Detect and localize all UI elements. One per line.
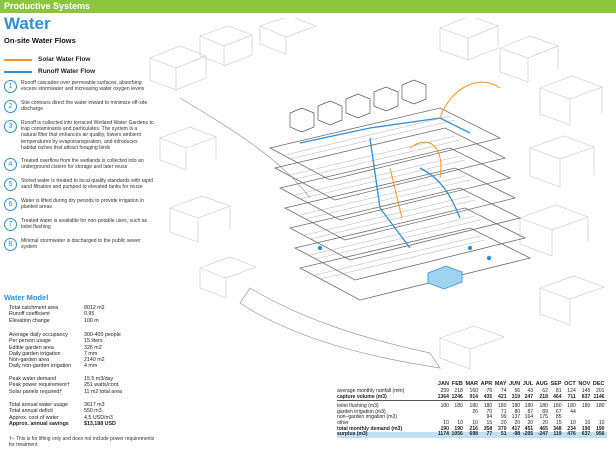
table-cell: 190 [596, 425, 605, 432]
table-cell: 180 [524, 403, 534, 410]
kv-value: 15.5 m3/day [84, 376, 114, 382]
kv-value: 4.5 USD/m3 [84, 414, 113, 421]
legend-runoff [4, 68, 95, 75]
table-cell: 1246 [452, 395, 466, 401]
month-header: AUG [535, 381, 548, 387]
step-number: 1 [4, 80, 17, 93]
kv-value: 2140 m2 [84, 357, 105, 364]
footnote: †– This is for lifting only and does not include power requirements for treatment. [9, 436, 155, 448]
legend-runoff-label: Runoff Water Flow [38, 68, 96, 75]
tank-marker [487, 256, 491, 260]
table-cell: 180 [469, 403, 478, 410]
kv-key: Edible garden area [9, 344, 54, 351]
model-group-site [9, 305, 105, 324]
table-cell: 20 [527, 419, 534, 426]
kv-key: Runoff coefficient [9, 311, 50, 318]
kv-value: 8012 m2 [84, 305, 105, 311]
table-cell: 421 [495, 395, 509, 401]
row-label: toilet flushing (m3) [337, 403, 379, 410]
table-cell: 956 [593, 432, 607, 438]
step-3 [4, 120, 154, 151]
table-cell: 190 [440, 425, 449, 432]
month-header: MAY [494, 381, 507, 387]
table-cell: 180 [440, 403, 449, 410]
month-header: SEP [550, 381, 562, 387]
table-cell: 10 [472, 419, 478, 426]
step-number: 2 [4, 100, 17, 113]
table-cell: 180 [483, 403, 493, 410]
solar-flow-swatch [4, 59, 32, 61]
table-cell: 44 [570, 408, 576, 415]
table-cell: 10 [443, 419, 449, 426]
model-group-usage [9, 332, 121, 370]
model-group-power [9, 376, 122, 395]
table-cell: 1174 [438, 432, 452, 438]
section-label: Productive Systems [4, 1, 91, 11]
table-cell: 94 [486, 414, 493, 421]
kv-value: 251 watts/cont. [84, 382, 120, 389]
table-cell: 70 [486, 408, 493, 415]
table-cell: 20 [514, 419, 521, 426]
step-4 [4, 158, 154, 171]
step-6 [4, 198, 154, 211]
kv-key: Average daily occupancy [9, 332, 68, 338]
table-cell: 218 [454, 388, 463, 394]
table-cell: 837 [578, 395, 593, 401]
table-cell: 51 [495, 432, 509, 438]
kv-value: 4 mm [84, 363, 98, 370]
table-cell: 124 [567, 388, 576, 394]
table-cell: 164 [524, 414, 534, 421]
table-cell: 99 [500, 414, 507, 421]
table-cell: 465 [539, 425, 548, 432]
runoff-flow-swatch [4, 71, 32, 73]
table-cell: 370 [498, 425, 507, 432]
table-cell: 218 [536, 395, 551, 401]
step-number: 3 [4, 120, 17, 133]
kv-value: 300-400 people [84, 332, 121, 338]
table-cell: 435 [481, 395, 495, 401]
kv-value: 0.95 [84, 311, 95, 318]
table-cell: 10 [570, 419, 576, 426]
row-label: total monthly demand (m3) [337, 425, 403, 432]
table-cell: 10 [457, 419, 463, 426]
table-cell: 319 [509, 395, 523, 401]
hillside-houses [290, 80, 426, 132]
month-header: APR [480, 381, 493, 387]
table-cell: 1364 [438, 395, 452, 401]
row-label: average monthly rainfall (mm) [337, 388, 405, 394]
step-text: Treated water is available for non-potable uses, such as toilet flushing [21, 218, 148, 231]
kv-key: Elevation change [9, 317, 50, 324]
step-7 [4, 218, 154, 231]
table-cell: 77 [481, 432, 495, 438]
table-cell: 15 [555, 419, 562, 426]
kv-key: Non-garden area [9, 357, 50, 364]
table-cell: -205 [523, 432, 536, 438]
step-text: Stored water is treated to local quality standards with rapid sand filtration and pumped to elevated tanks for reuse [21, 178, 153, 191]
kv-value: 326 m2 [84, 344, 102, 351]
table-cell: 62 [542, 388, 548, 394]
table-cell: 10 [598, 419, 605, 426]
table-cell: 234 [567, 425, 576, 432]
row-label: other [337, 419, 349, 426]
step-text: Runoff cascades over permeable surfaces, absorbing excess stormwater and increasing water oxygen levels [21, 80, 145, 93]
table-cell: 26 [472, 408, 478, 415]
step-text: Water is lifted during dry periods to provide irrigation in planted areas [21, 198, 144, 211]
month-header: OCT [564, 381, 576, 387]
kv-key: Total annual water usage [9, 402, 68, 408]
table-cell: 89 [542, 408, 548, 415]
cistern [428, 266, 462, 289]
table-cell: 15 [486, 419, 493, 426]
table-cell: 180 [539, 403, 548, 410]
table-cell: 180 [581, 403, 591, 410]
table-cell: 216 [469, 425, 478, 432]
table-cell: 451 [524, 425, 534, 432]
step-2 [4, 100, 154, 113]
step-text: Runoff is collected into terraced Wetland Water Gardens to trap contaminants and particulates. The system is a natural filter that enhances air quality, lowers ambient temperatures by evapotranspiration, and introduces habitat niches that attract foraging birds [21, 120, 154, 151]
table-cell: 239 [440, 388, 449, 394]
row-label: surplus (m3) [337, 432, 438, 438]
table-cell: 180 [567, 403, 576, 410]
site-diagram [140, 18, 616, 380]
row-label: garden irrigation (m3) [337, 408, 386, 415]
table-cell: 81 [555, 388, 562, 394]
step-number: 7 [4, 218, 17, 231]
tank-marker [318, 246, 322, 250]
table-cell: 119 [551, 432, 565, 438]
month-header: DEC [592, 381, 605, 387]
table-cell: 145 [581, 388, 591, 394]
step-number: 8 [4, 238, 17, 251]
kv-key: Solar panels required† [9, 388, 63, 395]
legend-solar-label: Solar Water Flow [38, 56, 91, 63]
month-header: FEB [451, 381, 463, 387]
month-header: JUL [522, 381, 534, 387]
water-model-title: Water Model [4, 293, 49, 302]
kv-key: Daily non-garden irrigation [9, 363, 72, 370]
table-cell: 43 [527, 388, 534, 394]
table-cell: 464 [551, 395, 565, 401]
table-cell: 1056 [452, 432, 466, 438]
table-cell: 711 [564, 395, 578, 401]
table-cell: 348 [553, 425, 562, 432]
page-subtitle: On-site Water Flows [4, 36, 76, 45]
step-1 [4, 80, 154, 93]
table-cell: 180 [596, 403, 605, 410]
table-cell: 914 [465, 395, 480, 401]
flow-steps [4, 80, 154, 258]
table-cell: 80 [514, 408, 521, 415]
kv-key: Per person usage [9, 338, 51, 345]
monthly-water-table [337, 381, 607, 438]
row-label: non–garden irrigation (m3) [337, 414, 398, 421]
step-number: 5 [4, 178, 17, 191]
kv-key: Total annual deficit [9, 408, 53, 415]
table-cell: 190 [454, 425, 463, 432]
kv-value: 11 m2 total area [84, 388, 122, 395]
table-cell: 698 [465, 432, 480, 438]
table-body [337, 389, 607, 438]
table-cell: 76 [486, 388, 493, 394]
kv-value: 100 m [84, 317, 99, 324]
terraces [270, 108, 530, 300]
table-cell: 190 [581, 425, 591, 432]
kv-key: Approx. annual savings [9, 420, 69, 427]
table-cell: 180 [553, 403, 562, 410]
table-cell: -247 [536, 432, 551, 438]
table-cell: 175 [539, 414, 548, 421]
table-row [337, 432, 607, 438]
kv-value: 3617 m3 [84, 402, 105, 408]
table-cell: 180 [498, 403, 507, 410]
month-header: MAR [465, 381, 478, 387]
kv-key: Approx. cost of water [9, 414, 59, 421]
page-title: Water [4, 14, 51, 33]
table-cell: 1146 [593, 395, 607, 401]
header-bar [0, 0, 616, 13]
table-cell: 20 [542, 419, 548, 426]
table-cell: 160 [469, 388, 478, 394]
table-cell: 417 [511, 425, 521, 432]
step-text: Treated overflow from the wetlands is collected into an underground cistern for storage and later reuse [21, 158, 144, 171]
table-cell: 87 [527, 408, 534, 415]
table-cell: 56 [514, 388, 521, 394]
table-cell: 67 [555, 408, 562, 415]
table-cell: 20 [500, 419, 507, 426]
solar-flow-lines [390, 82, 500, 218]
kv-key: Peak water demand [9, 376, 57, 382]
table-cell: 637 [578, 432, 593, 438]
kv-value: 550 m3 [84, 408, 102, 415]
step-text: Minimal stormwater is discharged to the public sewer system [21, 238, 141, 251]
model-group-annual [9, 402, 116, 427]
kv-key: Total catchment area [9, 305, 59, 311]
step-8 [4, 238, 154, 251]
month-header: JUN [509, 381, 521, 387]
table-cell: 10 [584, 419, 591, 426]
table-cell: 137 [511, 414, 521, 421]
table-cell: 74 [500, 388, 507, 394]
table-cell: -98 [509, 432, 523, 438]
table-cell: 358 [483, 425, 493, 432]
table-cell: 476 [564, 432, 578, 438]
kv-value: 15 liters [84, 338, 103, 345]
step-5 [4, 178, 154, 191]
table-cell: 85 [555, 414, 562, 421]
table-cell: 180 [511, 403, 521, 410]
step-number: 6 [4, 198, 17, 211]
table-cell: 71 [500, 408, 507, 415]
step-number: 4 [4, 158, 17, 171]
month-header: JAN [437, 381, 449, 387]
row-label: capture volume (m3) [337, 395, 438, 401]
kv-value: 7 mm [84, 350, 98, 357]
table-cell: 180 [454, 403, 463, 410]
month-header: NOV [578, 381, 591, 387]
table-cell: 247 [523, 395, 536, 401]
kv-key: Peak power requirement† [9, 382, 70, 389]
legend-solar [4, 56, 91, 63]
kv-key: Daily garden irrigation [9, 350, 61, 357]
kv-value: $13,188 USD [84, 420, 116, 427]
step-text: Site contours direct the water inward to minimize off-site discharge [21, 100, 148, 113]
table-cell: 201 [596, 388, 605, 394]
tank-marker [468, 246, 472, 250]
surrounding-buildings [150, 18, 604, 369]
